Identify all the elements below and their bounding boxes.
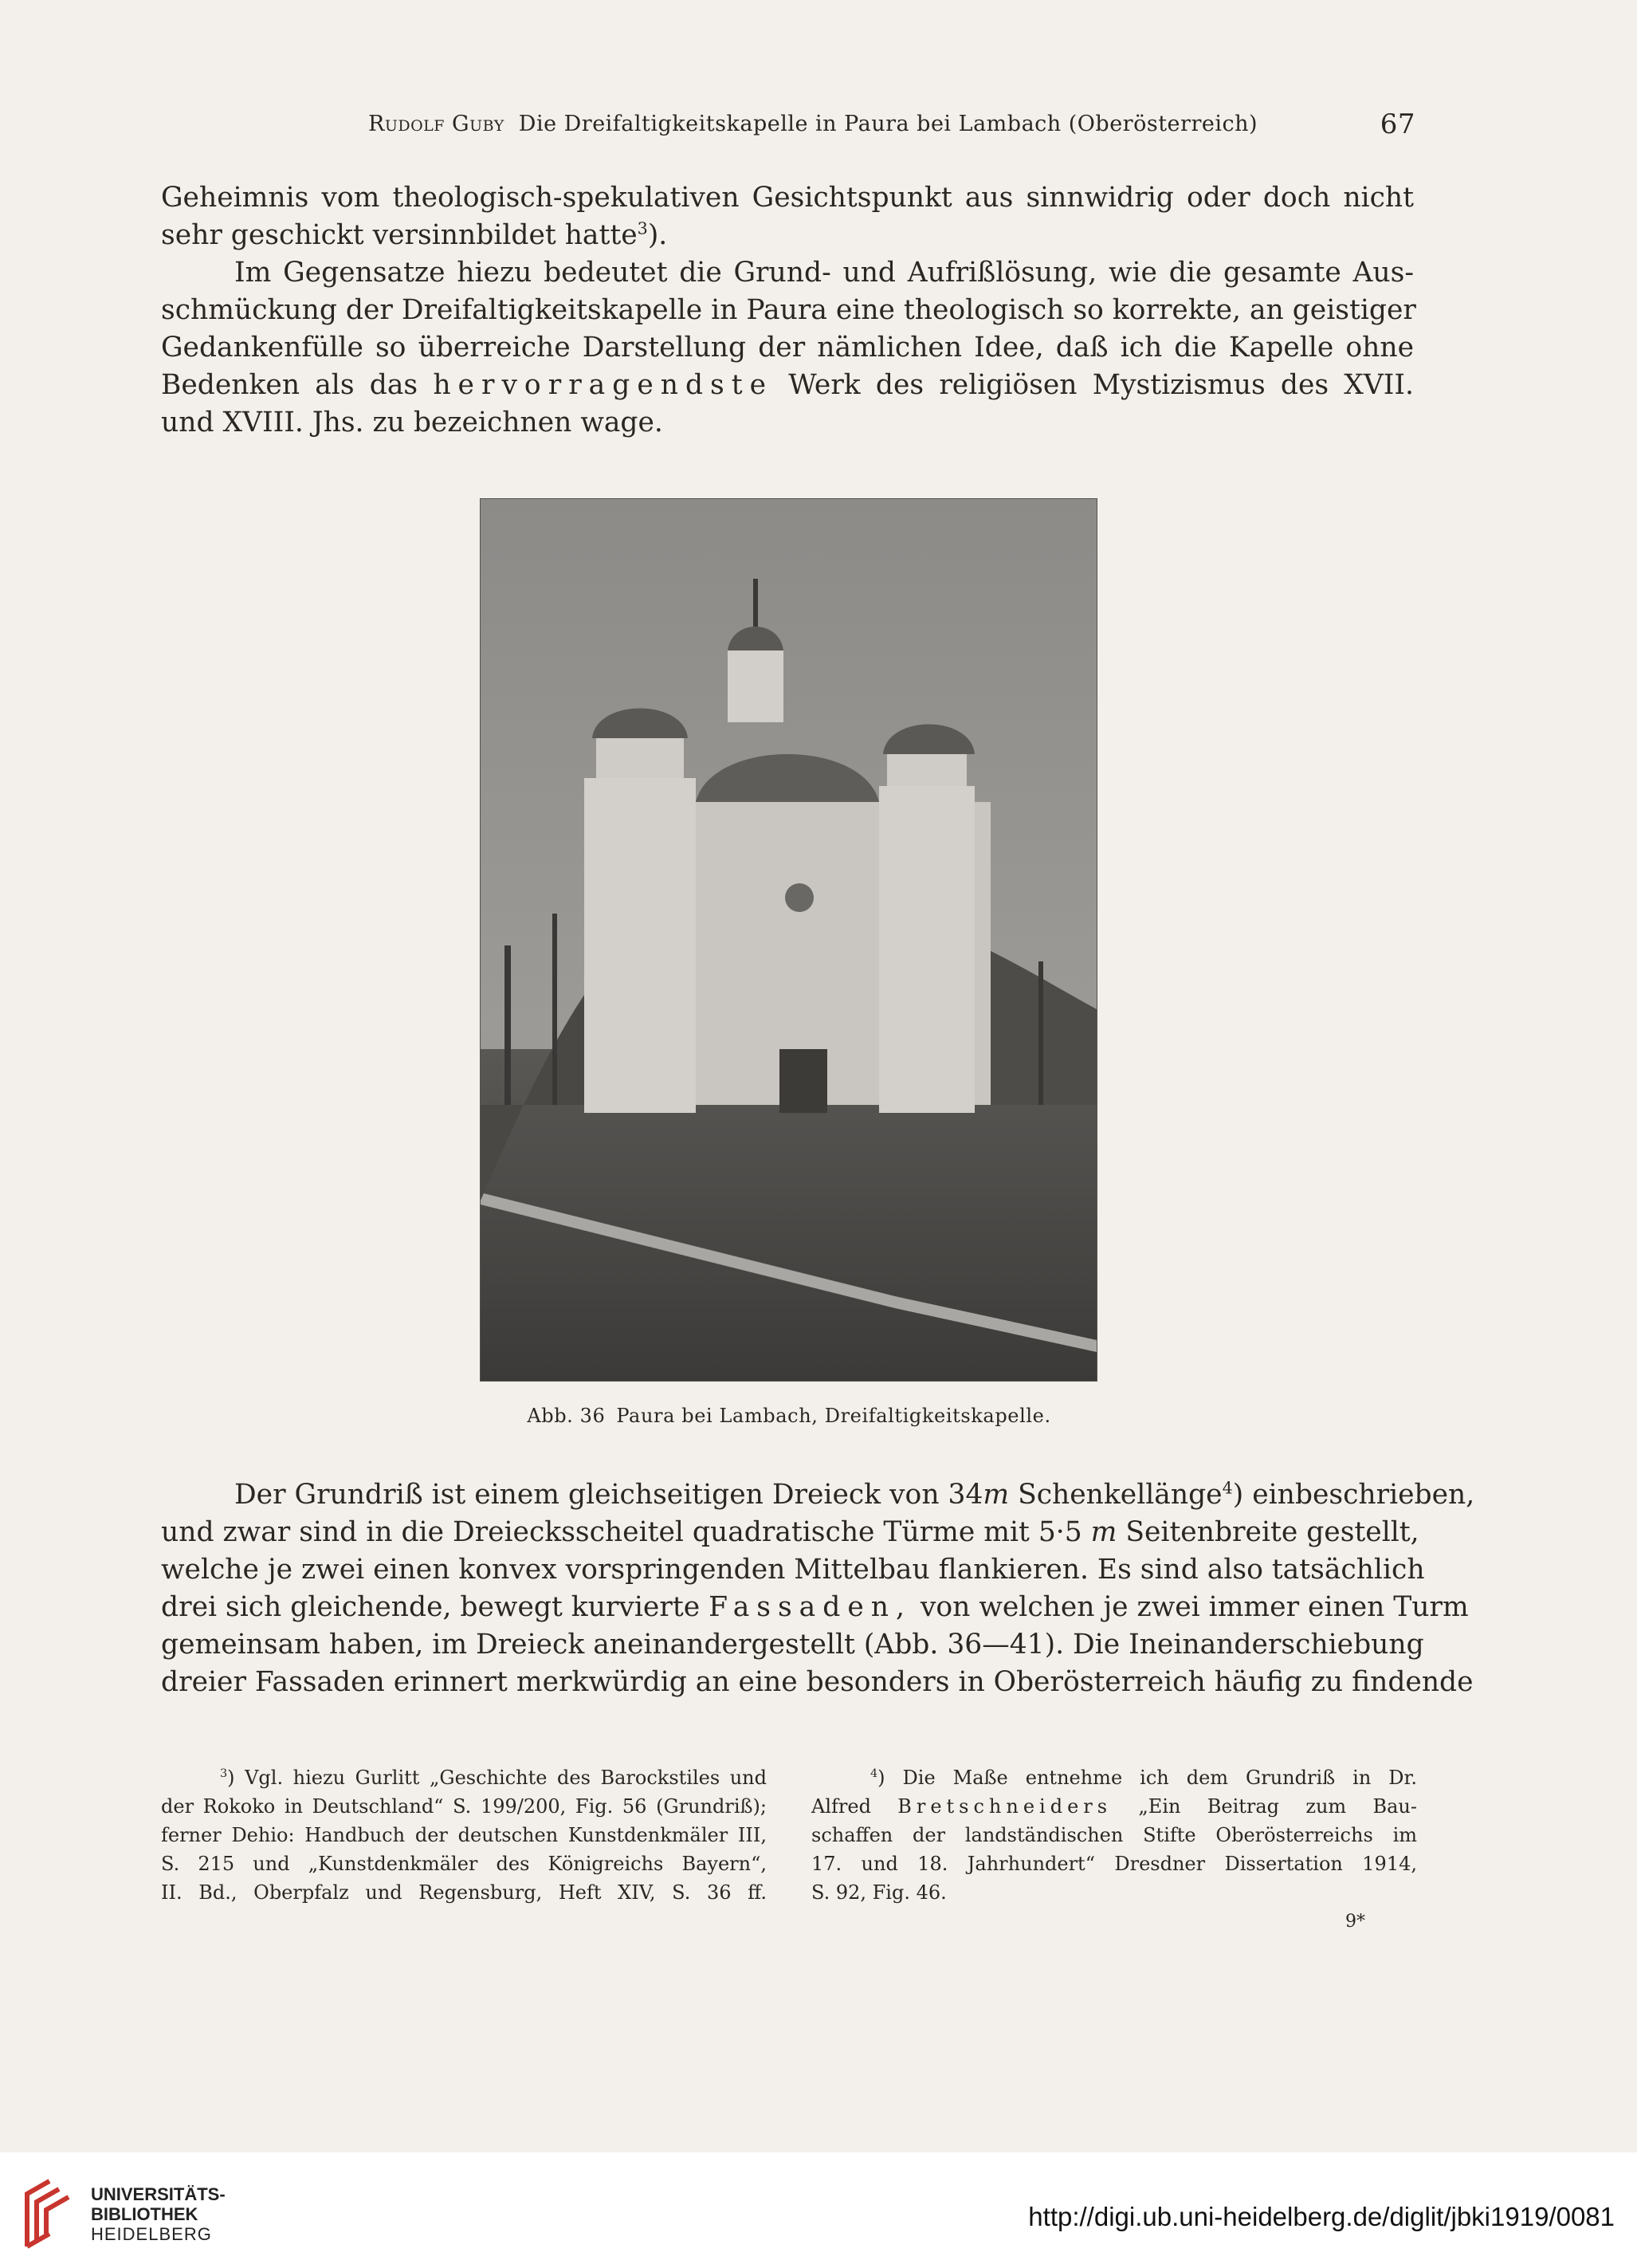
text-line <box>161 1589 1469 1626</box>
paragraph-3 <box>161 1476 1475 1701</box>
text-line: gemeinsam haben, im Dreieck aneinandergestellt (Abb. 36—41). Die Ineinanderschiebung <box>161 1629 1424 1661</box>
footnote-line: ferner Dehio: Handbuch der deutschen Kunstdenkmäler III, <box>161 1824 767 1846</box>
text-line <box>161 1514 1419 1551</box>
text-span: „Ein Beitrag zum Bau- <box>1138 1795 1417 1818</box>
page-number: 67 <box>1380 108 1415 140</box>
footnote-line: S. 92, Fig. 46. <box>811 1881 947 1904</box>
footnote-4 <box>811 1763 1417 1907</box>
emphasis-spaced: hervorragendste <box>433 369 774 401</box>
library-logo-icon <box>14 2176 78 2251</box>
text-span: sehr geschickt versinnbildet hatte <box>161 219 638 251</box>
text-span: Alfred <box>811 1795 871 1818</box>
footnote-ref: 3 <box>637 218 648 238</box>
text-line <box>161 1476 1475 1514</box>
text-span: drei sich gleichende, bewegt kurvierte <box>161 1591 701 1623</box>
footnote-line <box>161 1763 767 1792</box>
text-span: ) einbeschrieben, <box>1232 1479 1475 1511</box>
running-title <box>368 112 1258 136</box>
library-name <box>91 2184 226 2244</box>
text-span: Seitenbreite gestellt, <box>1125 1516 1419 1548</box>
figure-number: Abb. 36 <box>527 1405 606 1427</box>
footnote-line <box>811 1792 1417 1821</box>
text-line <box>161 217 1414 254</box>
signature-mark: 9* <box>1345 1912 1365 1932</box>
text-span: Schenkellänge <box>1018 1479 1223 1511</box>
text-span: Bedenken als das <box>161 369 418 401</box>
text-span: ). <box>647 219 668 251</box>
footnote-marker: 4 <box>870 1767 878 1780</box>
text-span: Der Grundriß ist einem gleichseitigen Dreieck von 34 <box>234 1479 983 1511</box>
footnote-line <box>811 1763 1417 1792</box>
digitization-footer <box>0 2152 1637 2268</box>
footnote-marker: 3 <box>220 1767 228 1780</box>
source-url-link[interactable]: http://digi.ub.uni-heidelberg.de/diglit/jbki1919/0081 <box>1028 2202 1615 2231</box>
paragraph-2 <box>161 254 1414 442</box>
header-author: Rudolf Guby <box>368 112 504 136</box>
text-line: und XVIII. Jhs. zu bezeichnen wage. <box>161 407 663 438</box>
emphasis-spaced: Fassaden, <box>709 1591 912 1623</box>
header-title: Die Dreifaltigkeitskapelle in Paura bei Lambach (Oberösterreich) <box>518 112 1258 136</box>
text-line: Geheimnis vom theologisch-spekulativen Gesichtspunkt aus sinnwidrig oder doch nicht <box>161 182 1414 214</box>
text-line: Im Gegensatze hiezu bedeutet die Grund- und Aufrißlösung, wie die gesamte Aus- <box>234 257 1414 289</box>
emphasis-spaced: Bretschneiders <box>897 1795 1113 1818</box>
footnote-line: der Rokoko in Deutschland“ S. 199/200, Fig. 56 (Grundriß); <box>161 1795 767 1818</box>
unit-italic: m <box>1090 1516 1117 1548</box>
text-span: ) Vgl. hiezu Gurlitt „Geschichte des Barockstiles und <box>227 1767 767 1789</box>
footnote-3 <box>161 1763 767 1907</box>
text-line: dreier Fassaden erinnert merkwürdig an eine besonders in Oberösterreich häufig zu findende <box>161 1666 1474 1698</box>
library-name-line: HEIDELBERG <box>91 2224 212 2244</box>
footnote-line: 17. und 18. Jahrhundert“ Dresdner Dissertation 1914, <box>811 1853 1417 1875</box>
footnote-ref: 4 <box>1222 1478 1233 1498</box>
footnote-line: S. 215 und „Kunstdenkmäler des Königreichs Bayern“, <box>161 1853 767 1875</box>
text-line <box>161 367 1414 404</box>
figure-caption-text: Paura bei Lambach, Dreifaltigkeitskapelle. <box>616 1405 1051 1427</box>
library-name-line: BIBLIOTHEK <box>91 2204 198 2224</box>
footnote-line: schaffen der landständischen Stifte Oberösterreichs im <box>811 1824 1417 1846</box>
text-span: von welchen je zwei immer einen Turm <box>920 1591 1469 1623</box>
paragraph-1 <box>161 179 1414 254</box>
text-span: ) Die Maße entnehme ich dem Grundriß in Dr. <box>877 1767 1417 1789</box>
library-name-line: UNIVERSITÄTS- <box>91 2184 226 2204</box>
text-line: welche je zwei einen konvex vorspringenden Mittelbau flankieren. Es sind also tatsächlich <box>161 1554 1425 1586</box>
footnote-line: II. Bd., Oberpfalz und Regensburg, Heft XIV, S. 36 ff. <box>161 1881 767 1904</box>
unit-italic: m <box>983 1479 1010 1511</box>
text-span: Werk des religiösen Mystizismus des XVII. <box>788 369 1414 401</box>
text-line: Gedankenfülle so überreiche Darstellung der nämlichen Idee, daß ich die Kapelle ohne <box>161 332 1414 364</box>
text-line: schmückung der Dreifaltigkeitskapelle in Paura eine theologisch so korrekte, an geistiger <box>161 294 1416 326</box>
text-span: und zwar sind in die Dreiecksscheitel quadratische Türme mit 5·5 <box>161 1516 1082 1548</box>
running-header <box>159 108 1415 147</box>
figure-caption <box>481 1405 1097 1427</box>
chapel-photograph <box>481 499 1097 1381</box>
